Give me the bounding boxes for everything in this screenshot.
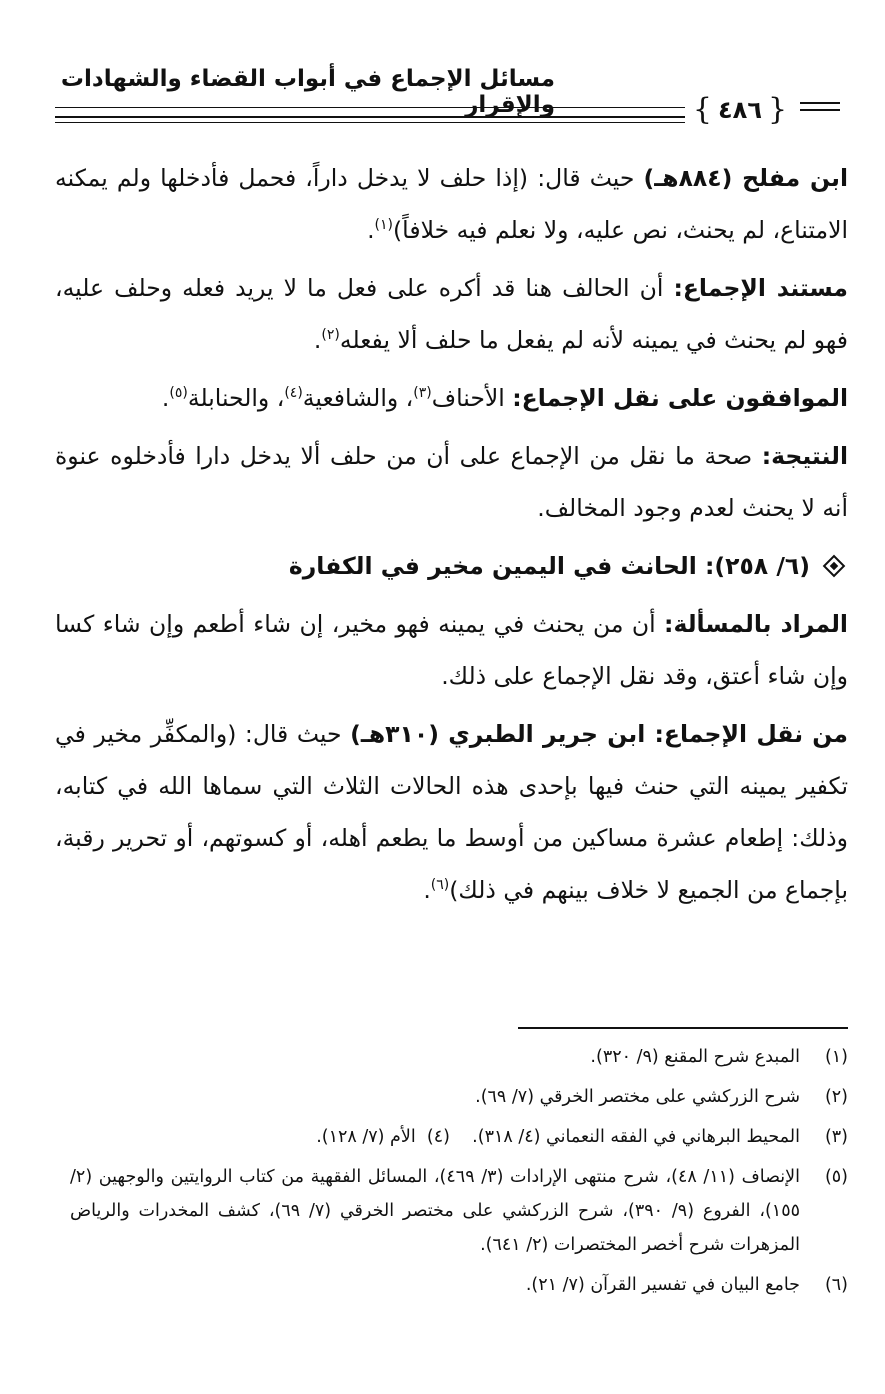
paragraph-murad <box>55 598 848 702</box>
issue-heading <box>55 540 848 592</box>
paragraph-text: أن من يحنث في يمينه فهو مخير، إن شاء أطعم وإن شاء كسا وإن شاء أعتق، وقد نقل الإجماع على ذلك. <box>55 610 848 690</box>
footnote-number: (٥) <box>824 1167 848 1187</box>
main-text <box>55 152 848 922</box>
brace-open-icon: { <box>692 92 713 127</box>
footnote-number: (٣) <box>824 1127 848 1147</box>
paragraph-text: ، والحنابلة <box>187 384 285 412</box>
footnote-text: المحيط البرهاني في الفقه النعماني (٤/ ٣١٨). (٤) الأم (٧/ ١٢٨). <box>316 1127 800 1147</box>
header-rule-left-bold <box>55 116 685 118</box>
footnote-item <box>70 1040 848 1074</box>
footnote-number: (٦) <box>824 1275 848 1295</box>
paragraph-text: أن الحالف هنا قد أكره على فعل ما لا يريد فعله وحلف عليه، فهو لم يحنث في يمينه لأنه لم يفعل ما حلف ألا يفعله <box>55 274 848 354</box>
footnote-text: جامع البيان في تفسير القرآن (٧/ ٢١). <box>525 1275 800 1295</box>
footnotes <box>70 1040 848 1308</box>
paragraph-text: صحة ما نقل من الإجماع على أن من حلف ألا يدخل دارا فأدخلوه عنوة أنه لا يحنث لعدم وجود المخالف. <box>55 442 848 522</box>
footnote-item <box>70 1268 848 1302</box>
paragraph-lead: الموافقون على نقل الإجماع: <box>512 384 848 412</box>
paragraph-muwafiqun <box>55 372 848 424</box>
paragraph-text: ، والشافعية <box>302 384 414 412</box>
footnote-ref[interactable]: (١) <box>374 217 394 234</box>
footnote-item <box>70 1160 848 1262</box>
paragraph-mustanad <box>55 262 848 366</box>
header-rule-left <box>55 107 685 108</box>
footnote-item <box>70 1120 848 1154</box>
paragraph-lead: من نقل الإجماع: ابن جرير الطبري (٣١٠هـ) <box>350 720 848 748</box>
paragraph-ibn-muflih <box>55 152 848 256</box>
footnote-item <box>70 1080 848 1114</box>
footnote-ref[interactable]: (٣) <box>413 385 432 402</box>
footnote-ref[interactable]: (٥) <box>169 385 188 402</box>
footnote-separator <box>518 1027 848 1029</box>
paragraph-end: . <box>423 876 431 904</box>
paragraph-end: . <box>161 384 170 412</box>
paragraph-natija <box>55 430 848 534</box>
diamond-bullet-icon <box>823 555 846 578</box>
footnote-text: المبدع شرح المقنع (٩/ ٣٢٠). <box>590 1047 800 1067</box>
brace-close-icon: } <box>767 92 788 127</box>
paragraph-text: حيث قال: (والمكفِّر مخير في تكفير يمينه التي حنث فيها بإحدى هذه الحالات الثلاث التي سماها الله في كتابه، وذلك: إطعام عشرة مساكين من أوسط ما يطعم أهله، أو كسوتهم، أو تحرير رقبة، بإجماع من الجميع لا خلاف بينهم في ذلك) <box>55 720 848 904</box>
paragraph-text: حيث قال: (إذا حلف لا يدخل داراً، فحمل فأدخلها ولم يمكنه الامتناع، لم يحنث، نص عليه، ولا نعلم فيه خلافاً) <box>55 164 848 244</box>
paragraph-end: . <box>313 326 322 354</box>
page-number-ornament-lines <box>800 102 840 112</box>
paragraph-lead: المراد بالمسألة: <box>664 610 848 638</box>
footnote-ref[interactable]: (٤) <box>284 385 303 402</box>
paragraph-lead: ابن مفلح (٨٨٤هـ) <box>643 164 848 192</box>
page-number-ornament <box>690 92 790 128</box>
page-number: ٤٨٦ <box>718 96 762 124</box>
footnote-ref[interactable]: (٢) <box>321 327 340 344</box>
running-title: مسائل الإجماع في أبواب القضاء والشهادات والإقرار <box>60 66 555 118</box>
paragraph-end: . <box>367 216 375 244</box>
footnote-text: شرح الزركشي على مختصر الخرقي (٧/ ٦٩). <box>475 1087 800 1107</box>
footnote-number: (١) <box>824 1047 848 1067</box>
footnote-text: الإنصاف (١١/ ٤٨)، شرح منتهى الإرادات (٣/ ٤٦٩)، المسائل الفقهية من كتاب الروايتين والوجهين (٢/ ١٥٥)، الفروع (٩/ ٣٩٠)، شرح الزركشي على مختصر الخرقي (٧/ ٦٩)، كشف المخدرات والرياض المزهرات شرح أخصر المختصرات (٢/ ٦٤١). <box>70 1167 800 1255</box>
paragraph-tabari <box>55 708 848 916</box>
footnote-number: (٢) <box>824 1087 848 1107</box>
issue-heading-text: (٦/ ٢٥٨): الحانث في اليمين مخير في الكفارة <box>288 552 810 580</box>
header-rule-left-bottom <box>55 122 685 123</box>
footnote-ref[interactable]: (٦) <box>430 877 450 894</box>
paragraph-lead: النتيجة: <box>761 442 848 470</box>
paragraph-lead: مستند الإجماع: <box>673 274 848 302</box>
paragraph-text: الأحناف <box>431 384 513 412</box>
